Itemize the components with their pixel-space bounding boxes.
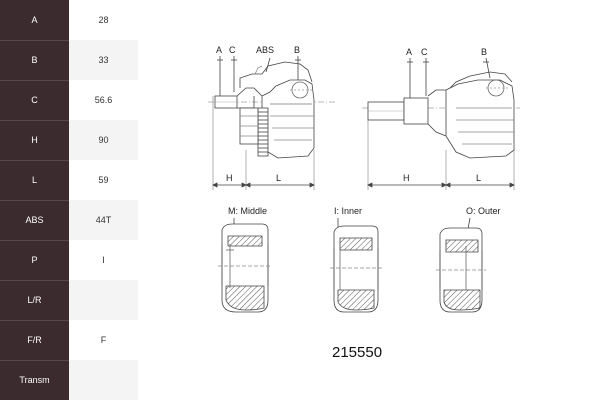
label-a-right: A: [406, 47, 413, 57]
spec-value: [69, 360, 138, 400]
spec-key: L/R: [0, 280, 69, 320]
part-number: 215550: [332, 344, 383, 361]
right-joint-drawing: [362, 58, 520, 190]
spec-key: H: [0, 120, 69, 160]
spec-row-transm: [0, 360, 138, 400]
row-divider: [0, 120, 69, 121]
spec-value: 56.6: [69, 80, 138, 120]
spec-table: [0, 0, 138, 400]
spec-row-b: [0, 40, 138, 80]
spec-value: F: [69, 320, 138, 360]
spec-value: 44T: [69, 200, 138, 240]
spec-row-lr: [0, 280, 138, 320]
spec-key: ABS: [0, 200, 69, 240]
label-c-left: C: [229, 45, 236, 55]
spec-row-abs: [0, 200, 138, 240]
section-inner-diagram: [330, 218, 382, 312]
section-outer-diagram: [436, 218, 486, 312]
row-divider: [0, 80, 69, 81]
spec-value: [69, 280, 138, 320]
label-c-right: C: [421, 47, 428, 57]
spec-row-h: [0, 120, 138, 160]
label-l-left: L: [276, 173, 282, 183]
spec-key: Transm: [0, 360, 69, 400]
spec-key: B: [0, 40, 69, 80]
label-h-right: H: [403, 173, 410, 183]
row-divider: [0, 160, 69, 161]
spec-value: 59: [69, 160, 138, 200]
row-divider: [0, 240, 69, 241]
label-l-right: L: [476, 173, 482, 183]
label-b-right: B: [481, 47, 488, 57]
cv-joint-technical-drawing: [138, 0, 600, 400]
spec-key: F/R: [0, 320, 69, 360]
label-a-left: A: [216, 45, 223, 55]
spec-row-p: [0, 240, 138, 280]
spec-row-c: [0, 80, 138, 120]
label-outer: O: Outer: [466, 206, 501, 216]
left-joint-drawing: [208, 56, 335, 190]
spec-value: 28: [69, 0, 138, 40]
spec-value: 33: [69, 40, 138, 80]
spec-key: L: [0, 160, 69, 200]
spec-value: 90: [69, 120, 138, 160]
spec-key: C: [0, 80, 69, 120]
spec-row-l: [0, 160, 138, 200]
spec-key: A: [0, 0, 69, 40]
row-divider: [0, 280, 69, 281]
spec-row-a: [0, 0, 138, 40]
row-divider: [0, 40, 69, 41]
row-divider: [0, 200, 69, 201]
label-abs-left: ABS: [256, 45, 275, 55]
spec-key: P: [0, 240, 69, 280]
spec-value: I: [69, 240, 138, 280]
section-middle-diagram: [218, 218, 272, 312]
label-b-left: B: [294, 45, 301, 55]
spec-row-fr: [0, 320, 138, 360]
row-divider: [0, 320, 69, 321]
row-divider: [0, 360, 69, 361]
label-h-left: H: [226, 173, 233, 183]
label-middle: M: Middle: [228, 206, 268, 216]
label-inner: I: Inner: [334, 206, 363, 216]
